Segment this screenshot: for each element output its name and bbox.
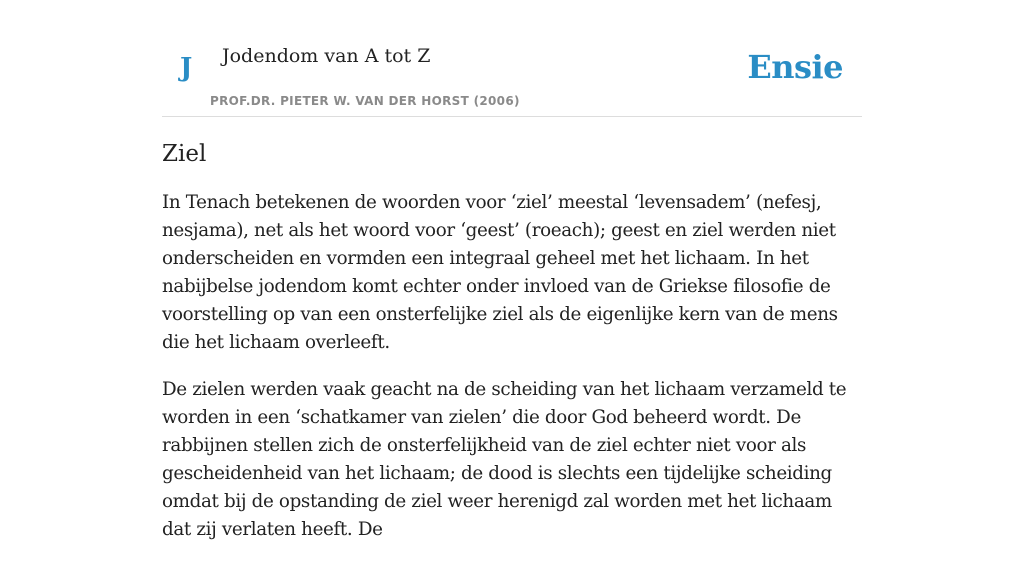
book-author: PROF.DR. PIETER W. VAN DER HORST (2006) (210, 94, 520, 108)
header (162, 0, 862, 117)
book-title-link[interactable]: Jodendom van A tot Z (222, 45, 431, 67)
entry-paragraph-2: De zielen werden vaak geacht na de scheiding van het lichaam verzameld te worden in een ‘schatkamer van zielen’ die door God beheerd wordt. De rabbijnen stellen zich de onsterfelijkheid van de ziel echter niet voor als gescheidenheid van het lichaam; de dood is slechts een tijdelijke scheiding omdat bij de opstanding de ziel weer herenigd zal worden met het lichaam dat zij verlaten heeft. De (162, 379, 847, 540)
entry-paragraph-1: In Tenach betekenen de woorden voor ‘ziel’ meestal ‘levensadem’ (nefesj, nesjama), net als het woord voor ‘geest’ (roeach); geest en ziel werden niet onderscheiden en vormden een integraal geheel met het lichaam. In het nabijbelse jodendom komt echter onder invloed van de Griekse filosofie de voorstelling op van een onsterfelijke ziel als de eigenlijke kern van de mens die het lichaam overleeft. (162, 192, 838, 353)
entry-content (162, 136, 862, 563)
ensie-logo-link[interactable]: Ensie (747, 48, 843, 86)
book-letter-icon: J (180, 53, 193, 83)
entry-title: Ziel (162, 141, 207, 167)
